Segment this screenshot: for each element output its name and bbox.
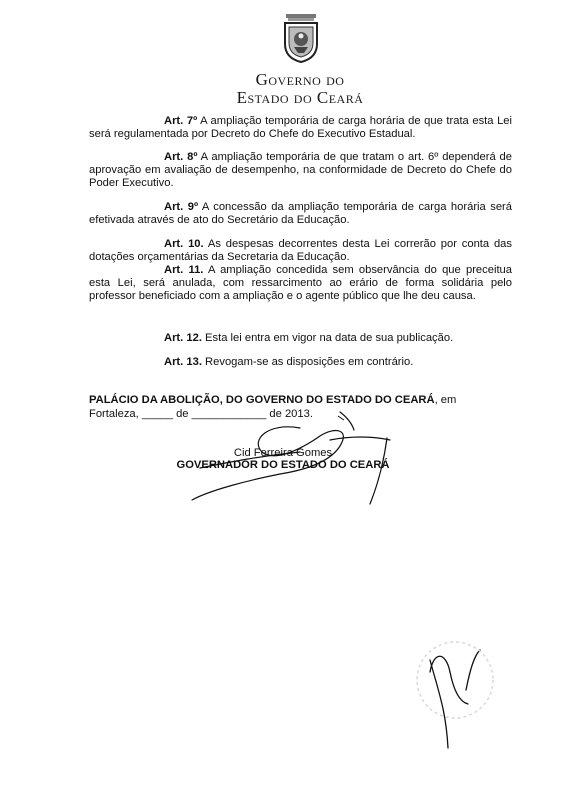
closing-place: [89, 394, 512, 407]
article-label: Art. 8º: [164, 151, 198, 163]
header-government-line: Governo do: [255, 70, 345, 89]
article-9: [89, 201, 512, 227]
article-12: [89, 332, 512, 345]
article-11: [89, 264, 512, 304]
signer-title: GOVERNADOR DO ESTADO DO CEARÁ: [176, 459, 390, 471]
article-7: [89, 115, 512, 141]
closing-place-suffix: , em: [434, 394, 457, 406]
article-label: Art. 11.: [164, 264, 204, 276]
article-text: A ampliação temporária de carga horária de que trata esta Lei será regulamentada por Decreto do Chefe do Executivo Estadual.: [89, 115, 512, 141]
article-text: As despesas decorrentes desta Lei correrão por conta das dotações orçamentárias da Secretaria da Educação.: [89, 238, 512, 264]
state-seal-emblem: [280, 12, 322, 64]
article-label: Art. 7º: [164, 115, 198, 127]
article-label: Art. 9º: [164, 201, 199, 213]
header-state-line: Estado do Ceará: [236, 88, 364, 107]
article-text: Revogam-se as disposições em contrário.: [201, 356, 414, 368]
article-label: Art. 12.: [164, 332, 202, 344]
article-8: [89, 151, 512, 191]
article-text: A ampliação concedida sem observância do que preceitua esta Lei, será anulada, com ressarcimento ao erário de forma solidária pelo professor beneficiado com a ampliação e o agente público que lhe deu causa.: [89, 264, 512, 303]
article-text: A ampliação temporária de que tratam o art. 6º dependerá de aprovação em avaliação de desempenho, na conformidade de Decreto do Chefe do Poder Executivo.: [89, 151, 512, 190]
initials-mark: [430, 650, 480, 748]
faint-stamp: [417, 642, 493, 718]
closing-palace-name: PALÁCIO DA ABOLIÇÃO, DO GOVERNO DO ESTADO DO CEARÁ: [89, 394, 435, 406]
signer-name: Cid Ferreira Gomes: [233, 447, 333, 459]
article-text: A concessão da ampliação temporária de carga horária será efetivada através de ato do Secretário da Educação.: [89, 201, 512, 227]
article-text: Esta lei entra em vigor na data de sua publicação.: [201, 332, 454, 344]
closing-date-line: Fortaleza, _____ de ____________ de 2013.: [89, 408, 313, 420]
article-10: [89, 238, 512, 264]
article-label: Art. 10.: [164, 238, 204, 250]
article-label: Art. 13.: [164, 356, 202, 368]
article-13: [89, 356, 512, 369]
